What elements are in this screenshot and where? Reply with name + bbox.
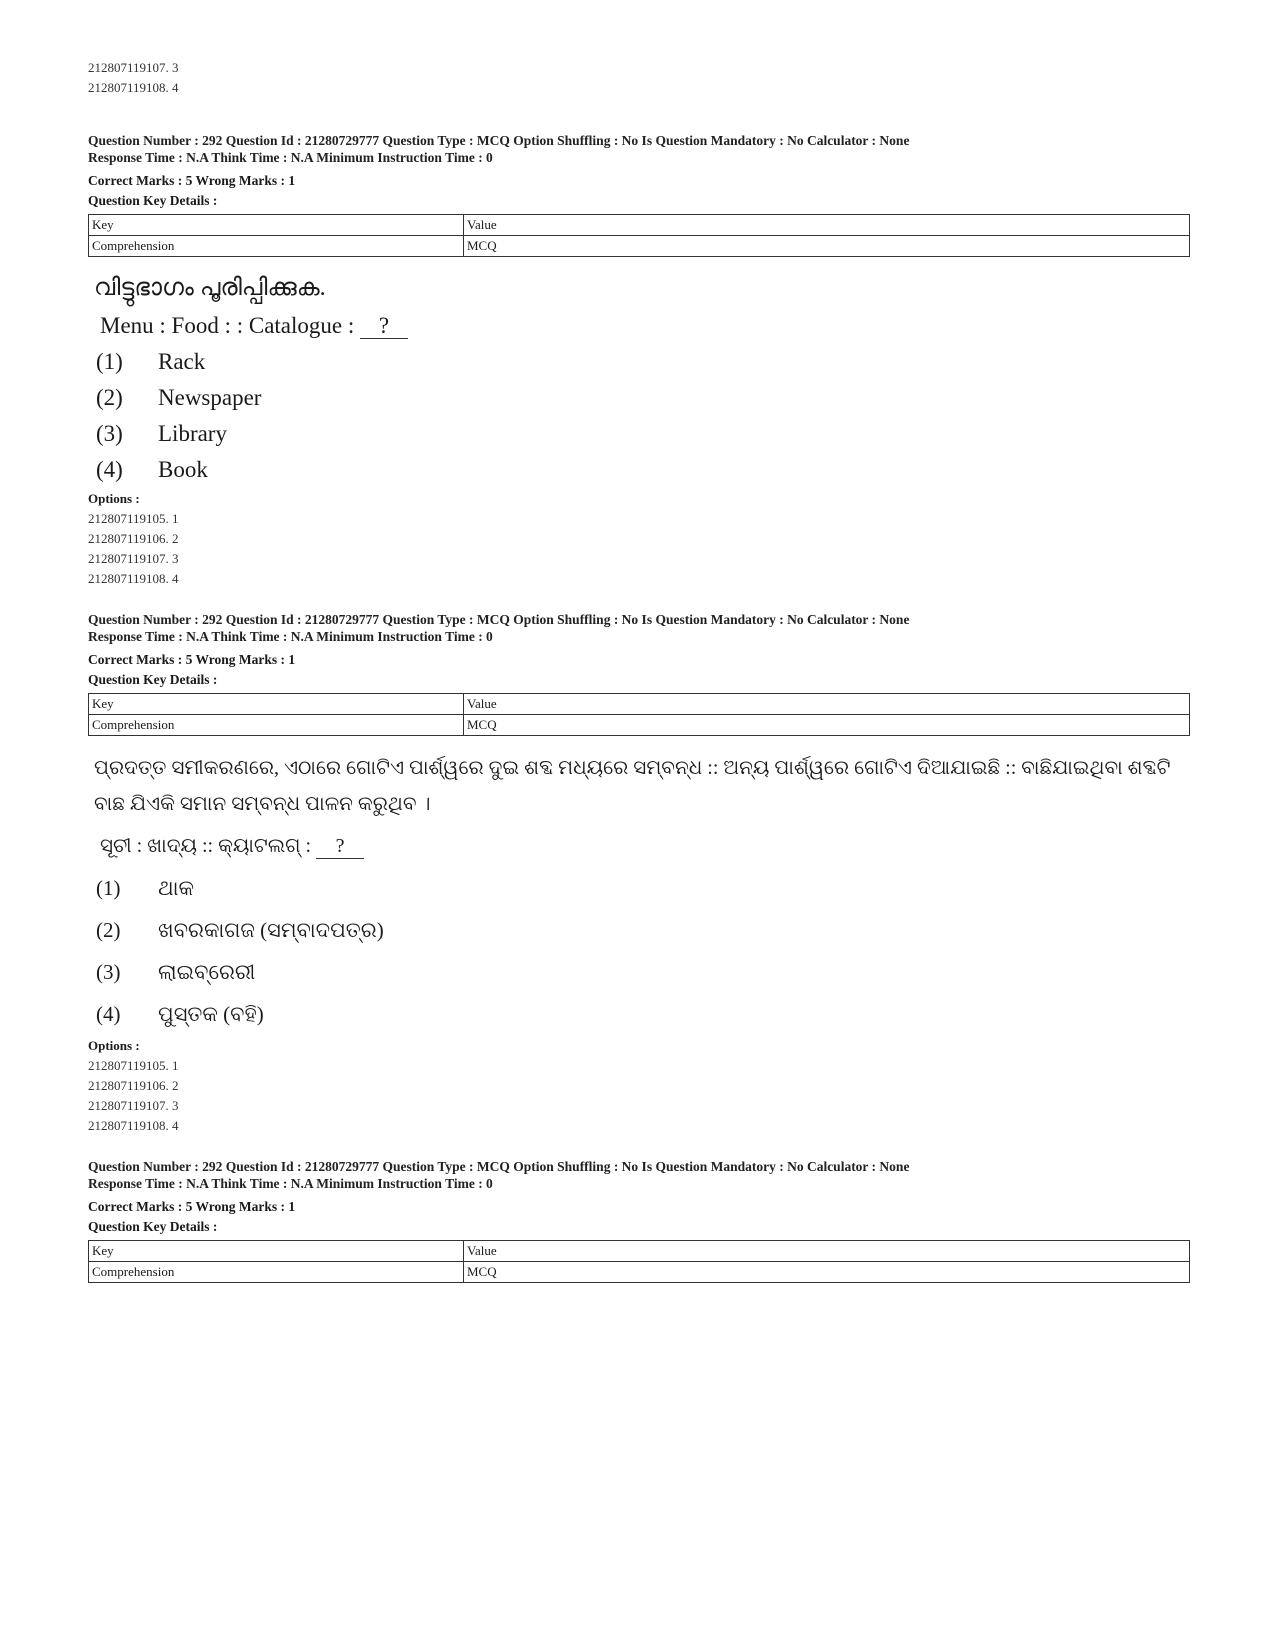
stem-blank: ?	[316, 834, 364, 859]
table-cell: Comprehension	[89, 1262, 464, 1283]
question-meta	[88, 1158, 1188, 1192]
table-cell: MCQ	[464, 1262, 1190, 1283]
stem-text: Menu : Food : : Catalogue :	[100, 313, 355, 338]
answer-choice	[96, 868, 1188, 908]
answer-choice	[96, 910, 1188, 950]
choice-number: (3)	[96, 421, 123, 446]
option-list	[88, 509, 1188, 589]
choice-number: (4)	[96, 457, 123, 482]
option-line: 212807119108. 4	[88, 1118, 179, 1133]
options-label: Options :	[88, 1038, 140, 1053]
question-meta	[88, 132, 1188, 166]
table-cell: Value	[464, 1241, 1190, 1262]
question-block-3	[88, 1158, 1188, 1283]
options-label: Options :	[88, 491, 140, 506]
key-details-title: Question Key Details :	[88, 1219, 218, 1234]
question-stem	[100, 826, 1188, 866]
question-meta-line: Question Number : 292 Question Id : 21280729777 Question Type : MCQ Option Shuffling : No Is Question Mandatory : No Calculator : None	[88, 1159, 910, 1174]
response-time-line: Response Time : N.A Think Time : N.A Minimum Instruction Time : 0	[88, 1176, 493, 1191]
question-meta-line: Question Number : 292 Question Id : 21280729777 Question Type : MCQ Option Shuffling : No Is Question Mandatory : No Calculator : None	[88, 612, 910, 627]
key-details-table	[88, 693, 1190, 736]
answer-choice	[96, 417, 1188, 451]
question-title: വിട്ടുഭാഗം പൂരിപ്പിക്കുക.	[94, 275, 326, 301]
option-line: 212807119105. 1	[88, 511, 179, 526]
choice-number: (1)	[96, 349, 123, 374]
choice-text: ଥାକ	[158, 876, 195, 900]
option-line: 212807119107. 3	[88, 551, 179, 566]
key-details-title: Question Key Details :	[88, 672, 218, 687]
option-line: 212807119106. 2	[88, 1078, 179, 1093]
table-cell: MCQ	[464, 236, 1190, 257]
answer-choice	[96, 952, 1188, 992]
table-cell: Comprehension	[89, 236, 464, 257]
choice-number: (2)	[96, 385, 123, 410]
table-header-row	[89, 694, 1190, 715]
option-line: 212807119108. 4	[88, 571, 179, 586]
question-block-1	[88, 132, 1188, 589]
choice-text: ଖବରକାଗଜ (ସମ୍ବାଦପତ୍ର)	[158, 918, 384, 942]
answer-choice	[96, 381, 1188, 415]
choice-text: ଲାଇବ୍ରେରୀ	[158, 960, 256, 984]
choice-text: Rack	[158, 349, 206, 374]
question-block-2	[88, 611, 1188, 1136]
marks-line: Correct Marks : 5 Wrong Marks : 1	[88, 1199, 296, 1214]
marks-line: Correct Marks : 5 Wrong Marks : 1	[88, 652, 296, 667]
table-cell: Value	[464, 694, 1190, 715]
choice-text: Book	[158, 457, 208, 482]
table-cell: Value	[464, 215, 1190, 236]
table-row	[89, 715, 1190, 736]
answer-choice	[96, 994, 1188, 1034]
answer-choice	[96, 345, 1188, 379]
stem-text: ସୂଚୀ : ଖାଦ୍ୟ :: କ୍ୟାଟଲଗ୍ :	[100, 835, 312, 857]
table-cell: Key	[89, 215, 464, 236]
key-details-table	[88, 1240, 1190, 1283]
option-line: 212807119108. 4	[88, 80, 179, 95]
table-row	[89, 236, 1190, 257]
question-body	[88, 271, 1188, 487]
choice-number: (4)	[96, 1002, 121, 1026]
choice-text: ପୁସ୍ତକ (ବହି)	[158, 1002, 264, 1026]
response-time-line: Response Time : N.A Think Time : N.A Minimum Instruction Time : 0	[88, 150, 493, 165]
option-list	[88, 1056, 1188, 1136]
option-line: 212807119107. 3	[88, 1098, 179, 1113]
table-header-row	[89, 215, 1190, 236]
question-meta	[88, 611, 1188, 645]
table-cell: Key	[89, 1241, 464, 1262]
marks-line: Correct Marks : 5 Wrong Marks : 1	[88, 173, 296, 188]
document-page	[88, 58, 1188, 1283]
question-body	[88, 750, 1188, 1034]
question-meta-line: Question Number : 292 Question Id : 21280729777 Question Type : MCQ Option Shuffling : No Is Question Mandatory : No Calculator : None	[88, 133, 910, 148]
question-stem	[100, 309, 1188, 343]
table-header-row	[89, 1241, 1190, 1262]
table-cell: Comprehension	[89, 715, 464, 736]
option-line: 212807119106. 2	[88, 531, 179, 546]
option-line: 212807119107. 3	[88, 60, 179, 75]
stem-blank: ?	[360, 314, 408, 339]
answer-choice	[96, 453, 1188, 487]
table-cell: MCQ	[464, 715, 1190, 736]
question-title: ପ୍ରଦତ୍ତ ସମୀକରଣରେ, ଏଠାରେ ଗୋଟିଏ ପାର୍ଶ୍ୱରେ ଦୁଇ ଶବ୍ଦ ମଧ୍ୟରେ ସମ୍ବନ୍ଧ :: ଅନ୍ୟ ପାର୍ଶ୍ୱରେ ଗୋଟିଏ ଦିଆଯାଇଛି :: ବାଛିଯାଇଥିବା ଶବ୍ଦଟି ବାଛ ଯିଏକି ସମାନ ସମ୍ବନ୍ଧ ପାଳନ କରୁଥିବ ।	[94, 757, 1171, 815]
table-cell: Key	[89, 694, 464, 715]
option-line: 212807119105. 1	[88, 1058, 179, 1073]
top-option-list	[88, 58, 1188, 98]
key-details-title: Question Key Details :	[88, 193, 218, 208]
choice-number: (2)	[96, 918, 121, 942]
key-details-table	[88, 214, 1190, 257]
choice-text: Newspaper	[158, 385, 262, 410]
choice-number: (3)	[96, 960, 121, 984]
table-row	[89, 1262, 1190, 1283]
choice-number: (1)	[96, 876, 121, 900]
response-time-line: Response Time : N.A Think Time : N.A Minimum Instruction Time : 0	[88, 629, 493, 644]
choice-text: Library	[158, 421, 227, 446]
